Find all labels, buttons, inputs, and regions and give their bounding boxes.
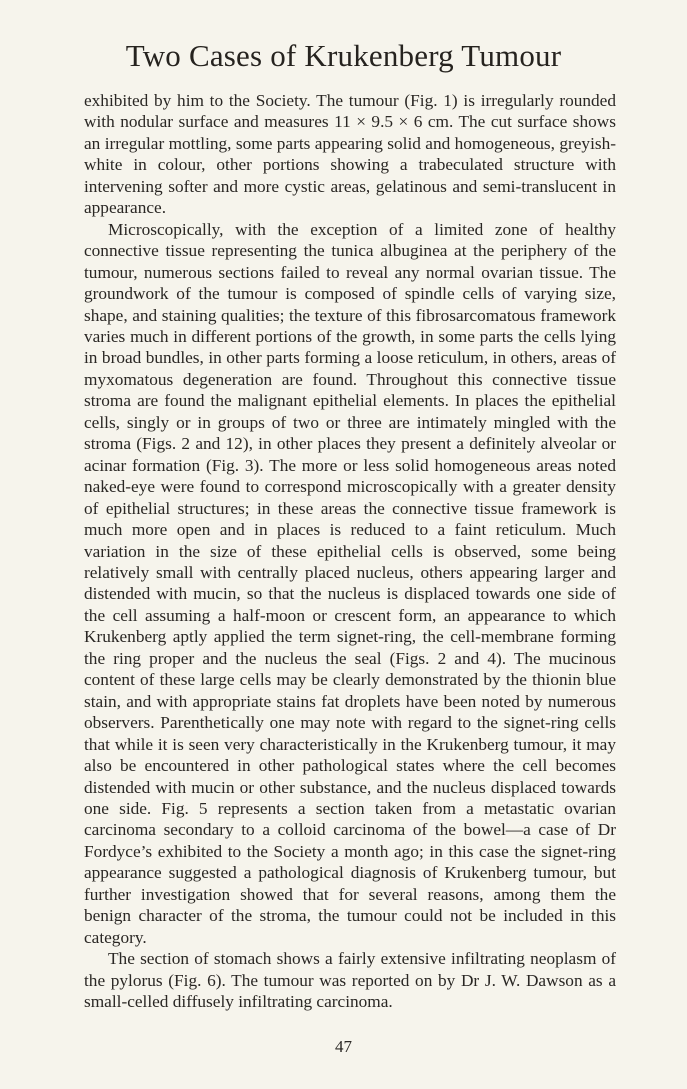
page-number: 47 [335,1037,352,1056]
paragraph-microscopy: Microscopically, with the exception of a limited zone of healthy connective tissue representing the tunica albuginea at the periphery of the tumour, numerous sections failed to reveal any normal ovarian tissue. The groundwork of the tumour is composed of spindle cells of varying size, shape, and staining qualities; the texture of this fibrosarcomatous framework varies much in different portions of the growth, in some parts the cells lying in broad bundles, in other parts forming a loose reticulum, in others, areas of myxomatous degeneration are found. Throughout this connective tissue stroma are found the malignant epithelial elements. In places the epithelial cells, singly or in groups of two or three are intimately mingled with the stroma (Figs. 2 and 12), in other places they present a definitely alveolar or acinar formation (Fig. 3). The more or less solid homogeneous areas noted naked-eye were found to correspond microscopically with a greater density of epithelial structures; in these areas the connective tissue framework is much more open and in places is reduced to a faint reticulum. Much variation in the size of these epithelial cells is observed, some being relatively small with centrally placed nucleus, others appearing larger and distended with mucin, so that the nucleus is displaced towards one side of the cell assuming a half-moon or crescent form, an appearance to which Krukenberg aptly applied the term signet-ring, the cell-membrane forming the ring proper and the nucleus the seal (Figs. 2 and 4). The mucinous content of these large cells may be clearly demonstrated by the thionin blue stain, and with appropriate stains fat droplets have been noted by numerous observers. Parenthetically one may note with regard to the signet-ring cells that while it is seen very characteristically in the Krukenberg tumour, it may also be encountered in other pathological states where the cell becomes distended with mucin or other substance, and the nucleus displaced towards one side. Fig. 5 represents a section taken from a metastatic ovarian carcinoma secondary to a colloid carcinoma of the bowel—a case of Dr Fordyce’s exhibited to the Society a month ago; in this case the signet-ring appearance suggested a pathological diagnosis of Krukenberg tumour, but further investigation showed that for several reasons, among them the benign character of the stroma, the tumour could not be included in this category. [84,219,616,947]
running-head: Two Cases of Krukenberg Tumour [125,38,562,73]
body-text [84,90,616,1012]
paragraph-stomach: The section of stomach shows a fairly extensive infiltrating neoplasm of the pylorus (Fig. 6). The tumour was reported on by Dr J. W. Dawson as a small-celled diffusely infiltrating carcinoma. [84,949,616,1012]
paragraph-continuation: exhibited by him to the Society. The tumour (Fig. 1) is irregularly rounded with nodular surface and measures 11 × 9.5 × 6 cm. The cut surface shows an irregular mottling, some parts appearing solid and homogeneous, greyish-white in colour, other portions showing a trabeculated structure with intervening softer and more cystic areas, gelatinous and semi-translucent in appearance. [84,91,616,218]
